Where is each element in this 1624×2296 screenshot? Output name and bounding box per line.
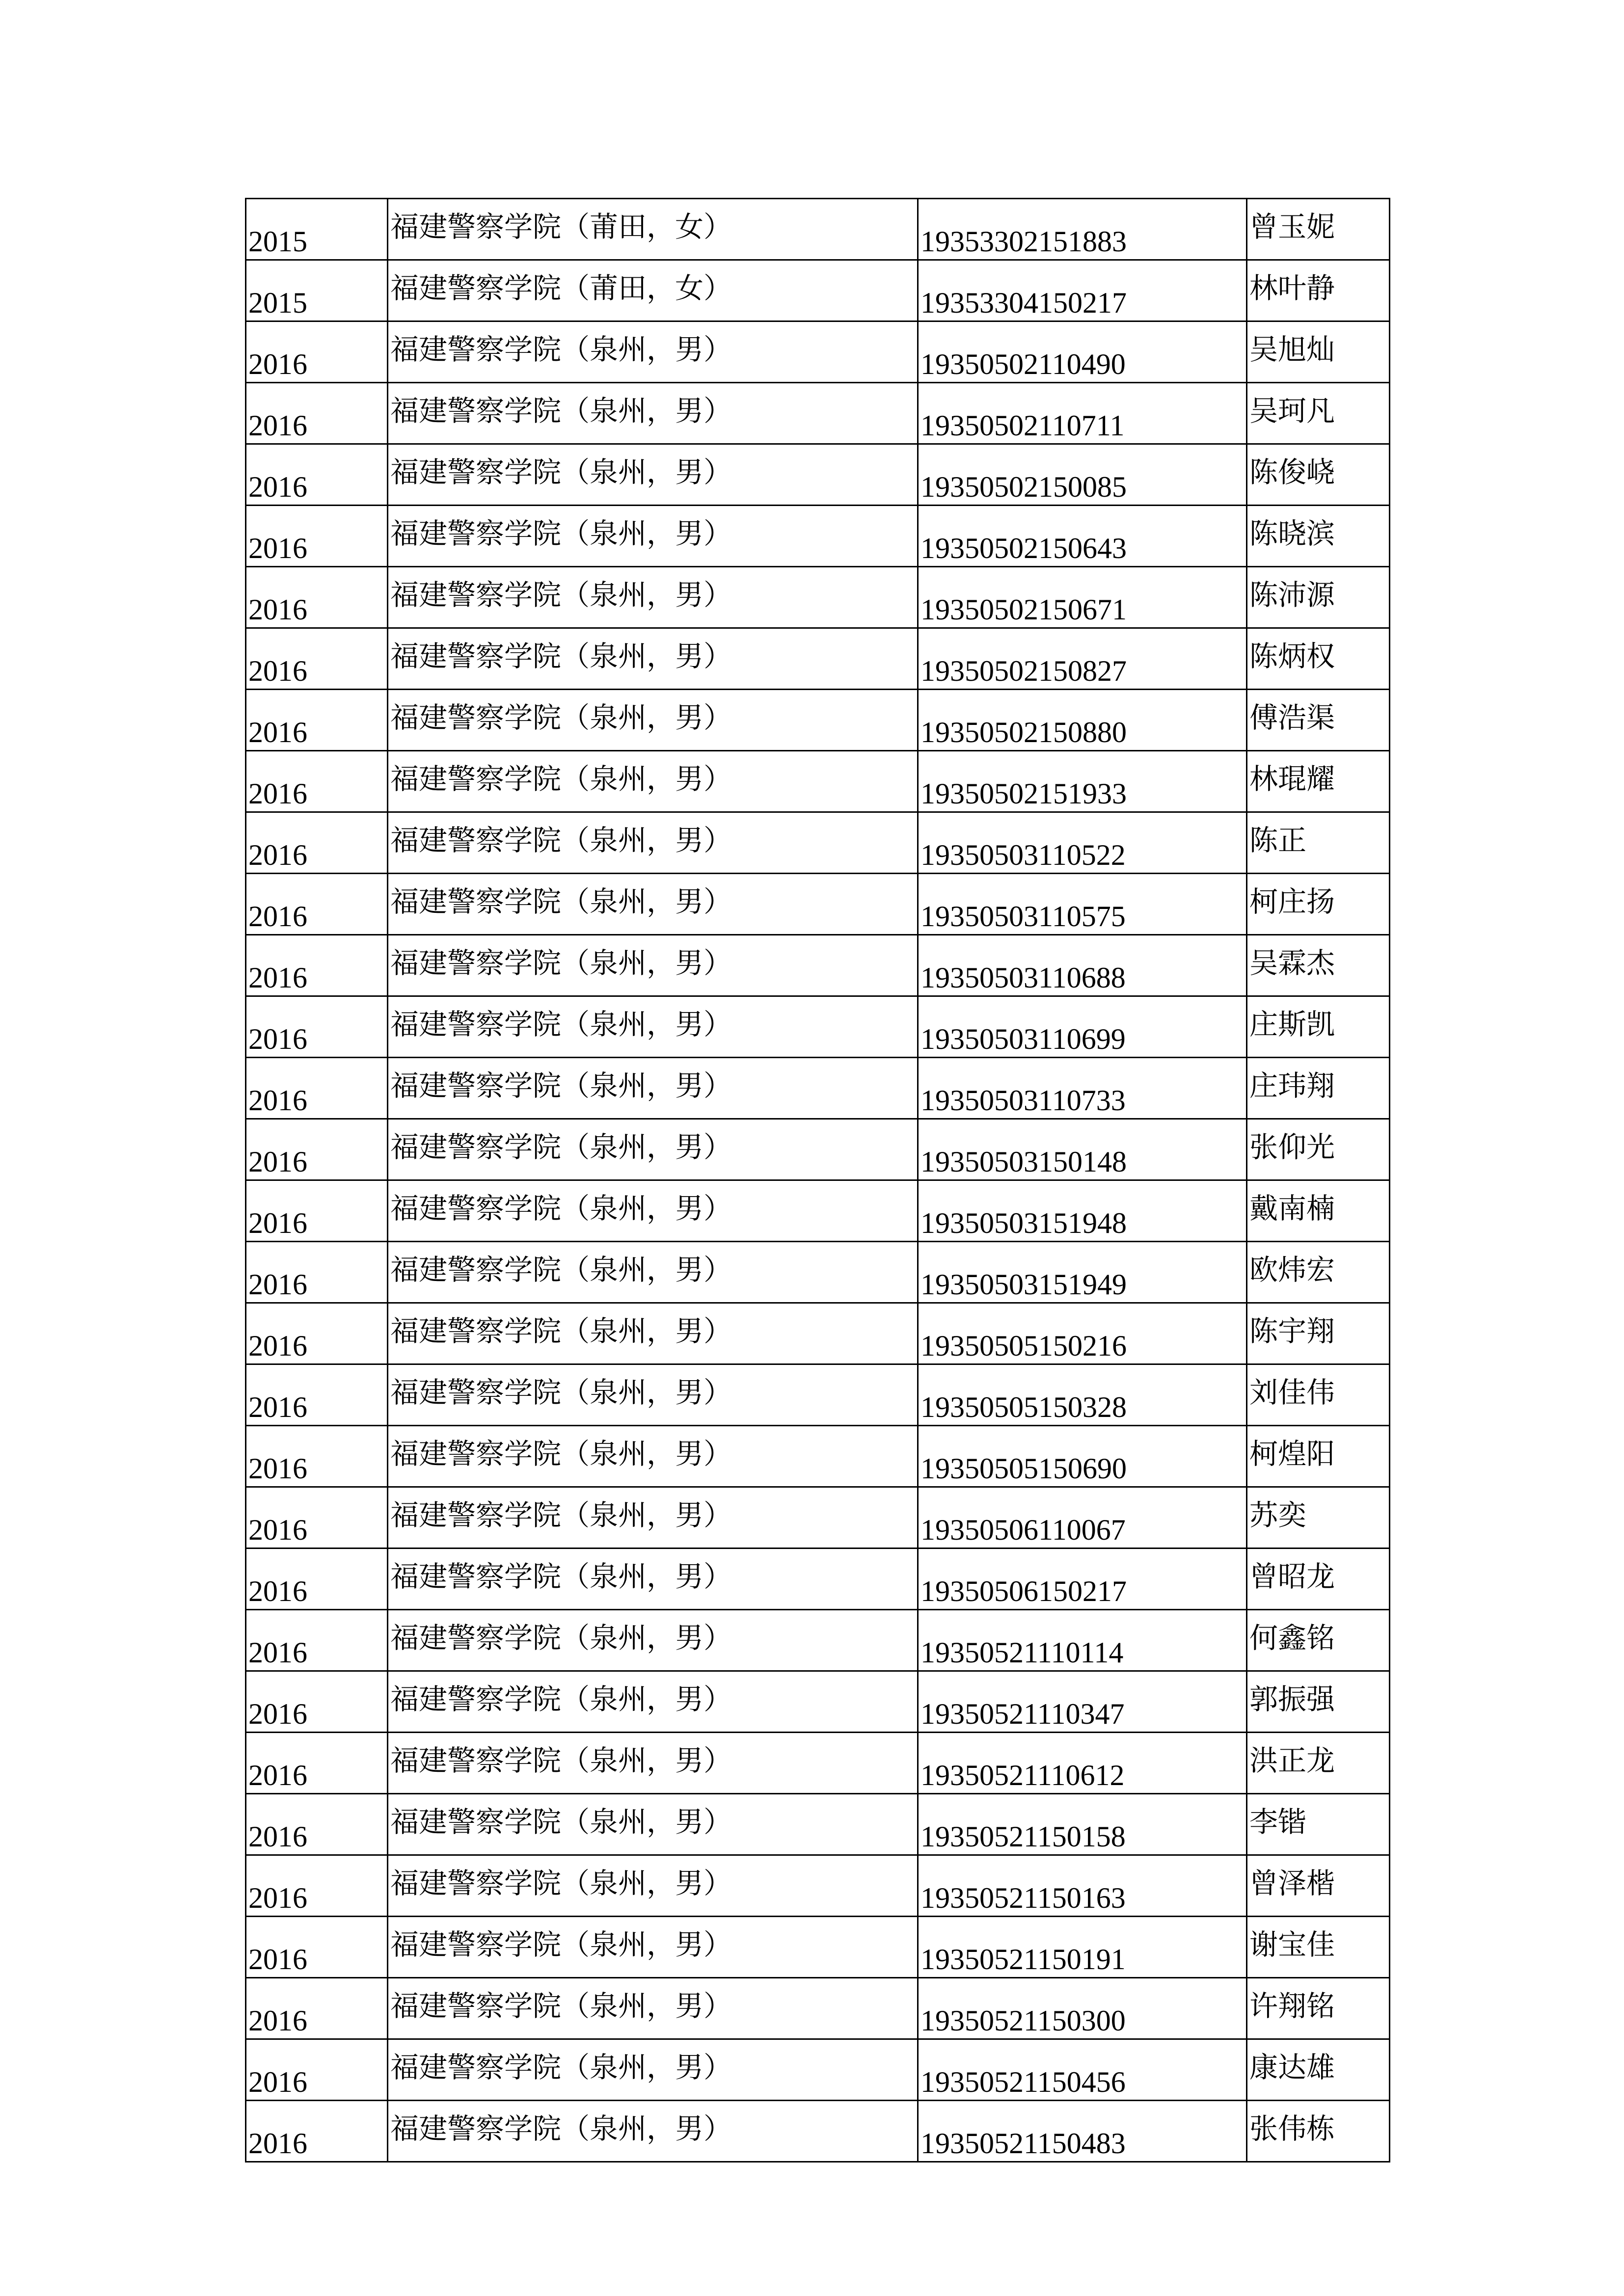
year-cell: 2016 xyxy=(246,444,388,506)
candidate-number-cell: 19353304150217 xyxy=(918,260,1247,321)
name-cell: 陈俊峣 xyxy=(1247,444,1390,506)
candidate-number-cell: 19350521110114 xyxy=(918,1610,1247,1671)
school-cell: 福建警察学院（泉州，男） xyxy=(388,996,918,1058)
table-row xyxy=(246,444,1390,506)
table-row xyxy=(246,1119,1390,1180)
name-cell: 刘佳伟 xyxy=(1247,1364,1390,1426)
school-cell: 福建警察学院（泉州，男） xyxy=(388,1671,918,1733)
candidate-number-cell: 19353302151883 xyxy=(918,199,1247,260)
school-cell: 福建警察学院（泉州，男） xyxy=(388,321,918,383)
year-cell: 2016 xyxy=(246,935,388,996)
school-cell: 福建警察学院（泉州，男） xyxy=(388,383,918,444)
school-cell: 福建警察学院（泉州，男） xyxy=(388,1855,918,1917)
candidate-number-cell: 19350521150163 xyxy=(918,1855,1247,1917)
school-cell: 福建警察学院（莆田，女） xyxy=(388,199,918,260)
table-row xyxy=(246,1487,1390,1548)
school-cell: 福建警察学院（泉州，男） xyxy=(388,690,918,751)
table-row xyxy=(246,1180,1390,1242)
name-cell: 柯煌阳 xyxy=(1247,1426,1390,1487)
candidate-number-cell: 19350506110067 xyxy=(918,1487,1247,1548)
year-cell: 2015 xyxy=(246,260,388,321)
candidate-number-cell: 19350503151949 xyxy=(918,1242,1247,1303)
name-cell: 康达雄 xyxy=(1247,2039,1390,2101)
table-row xyxy=(246,321,1390,383)
year-cell: 2016 xyxy=(246,1671,388,1733)
candidate-number-cell: 19350502150643 xyxy=(918,506,1247,567)
school-cell: 福建警察学院（泉州，男） xyxy=(388,2039,918,2101)
name-cell: 傅浩渠 xyxy=(1247,690,1390,751)
name-cell: 曾昭龙 xyxy=(1247,1548,1390,1610)
table-row xyxy=(246,1303,1390,1364)
school-cell: 福建警察学院（泉州，男） xyxy=(388,1917,918,1978)
name-cell: 柯庄扬 xyxy=(1247,874,1390,935)
candidate-number-cell: 19350503110733 xyxy=(918,1058,1247,1119)
year-cell: 2016 xyxy=(246,1180,388,1242)
name-cell: 何鑫铭 xyxy=(1247,1610,1390,1671)
candidate-number-cell: 19350502151933 xyxy=(918,751,1247,812)
table-row xyxy=(246,1426,1390,1487)
candidate-number-cell: 19350503151948 xyxy=(918,1180,1247,1242)
candidate-number-cell: 19350503110699 xyxy=(918,996,1247,1058)
table-row xyxy=(246,812,1390,874)
year-cell: 2016 xyxy=(246,1426,388,1487)
candidate-number-cell: 19350506150217 xyxy=(918,1548,1247,1610)
school-cell: 福建警察学院（泉州，男） xyxy=(388,1610,918,1671)
school-cell: 福建警察学院（泉州，男） xyxy=(388,812,918,874)
candidate-number-cell: 19350502110490 xyxy=(918,321,1247,383)
candidate-number-cell: 19350502150880 xyxy=(918,690,1247,751)
table-row xyxy=(246,260,1390,321)
name-cell: 吴旭灿 xyxy=(1247,321,1390,383)
name-cell: 陈晓滨 xyxy=(1247,506,1390,567)
name-cell: 谢宝佳 xyxy=(1247,1917,1390,1978)
table-row xyxy=(246,935,1390,996)
year-cell: 2016 xyxy=(246,1917,388,1978)
candidate-number-cell: 19350502150671 xyxy=(918,567,1247,628)
year-cell: 2016 xyxy=(246,751,388,812)
year-cell: 2016 xyxy=(246,690,388,751)
school-cell: 福建警察学院（泉州，男） xyxy=(388,506,918,567)
candidate-number-cell: 19350503110575 xyxy=(918,874,1247,935)
table-row xyxy=(246,996,1390,1058)
year-cell: 2016 xyxy=(246,874,388,935)
candidate-number-cell: 19350521110612 xyxy=(918,1733,1247,1794)
year-cell: 2016 xyxy=(246,506,388,567)
school-cell: 福建警察学院（泉州，男） xyxy=(388,1733,918,1794)
year-cell: 2016 xyxy=(246,1364,388,1426)
candidate-number-cell: 19350502150827 xyxy=(918,628,1247,690)
name-cell: 陈宇翔 xyxy=(1247,1303,1390,1364)
table-row xyxy=(246,506,1390,567)
candidate-number-cell: 19350503110522 xyxy=(918,812,1247,874)
table-row xyxy=(246,1733,1390,1794)
candidate-number-cell: 19350502150085 xyxy=(918,444,1247,506)
year-cell: 2016 xyxy=(246,1733,388,1794)
year-cell: 2016 xyxy=(246,2039,388,2101)
year-cell: 2016 xyxy=(246,383,388,444)
candidate-number-cell: 19350505150216 xyxy=(918,1303,1247,1364)
year-cell: 2016 xyxy=(246,1119,388,1180)
year-cell: 2015 xyxy=(246,199,388,260)
table-row xyxy=(246,567,1390,628)
year-cell: 2016 xyxy=(246,1855,388,1917)
school-cell: 福建警察学院（泉州，男） xyxy=(388,935,918,996)
year-cell: 2016 xyxy=(246,1058,388,1119)
school-cell: 福建警察学院（莆田，女） xyxy=(388,260,918,321)
table-row xyxy=(246,1978,1390,2039)
candidate-number-cell: 19350521150300 xyxy=(918,1978,1247,2039)
year-cell: 2016 xyxy=(246,2101,388,2162)
school-cell: 福建警察学院（泉州，男） xyxy=(388,1364,918,1426)
admission-table xyxy=(245,198,1390,2163)
table-row xyxy=(246,383,1390,444)
school-cell: 福建警察学院（泉州，男） xyxy=(388,628,918,690)
name-cell: 郭振强 xyxy=(1247,1671,1390,1733)
table-row xyxy=(246,1794,1390,1855)
name-cell: 陈炳权 xyxy=(1247,628,1390,690)
candidate-number-cell: 19350505150690 xyxy=(918,1426,1247,1487)
candidate-number-cell: 19350503150148 xyxy=(918,1119,1247,1180)
table-row xyxy=(246,751,1390,812)
year-cell: 2016 xyxy=(246,567,388,628)
table-row xyxy=(246,1364,1390,1426)
table-row xyxy=(246,1548,1390,1610)
name-cell: 庄斯凯 xyxy=(1247,996,1390,1058)
table-row xyxy=(246,1058,1390,1119)
year-cell: 2016 xyxy=(246,812,388,874)
candidate-number-cell: 19350505150328 xyxy=(918,1364,1247,1426)
name-cell: 曾泽楷 xyxy=(1247,1855,1390,1917)
school-cell: 福建警察学院（泉州，男） xyxy=(388,1119,918,1180)
year-cell: 2016 xyxy=(246,1487,388,1548)
school-cell: 福建警察学院（泉州，男） xyxy=(388,567,918,628)
school-cell: 福建警察学院（泉州，男） xyxy=(388,444,918,506)
table-row xyxy=(246,1242,1390,1303)
name-cell: 庄玮翔 xyxy=(1247,1058,1390,1119)
year-cell: 2016 xyxy=(246,996,388,1058)
school-cell: 福建警察学院（泉州，男） xyxy=(388,1978,918,2039)
candidate-number-cell: 19350521150483 xyxy=(918,2101,1247,2162)
year-cell: 2016 xyxy=(246,321,388,383)
year-cell: 2016 xyxy=(246,628,388,690)
year-cell: 2016 xyxy=(246,1794,388,1855)
table-row xyxy=(246,1671,1390,1733)
name-cell: 洪正龙 xyxy=(1247,1733,1390,1794)
name-cell: 林叶静 xyxy=(1247,260,1390,321)
table-row xyxy=(246,199,1390,260)
school-cell: 福建警察学院（泉州，男） xyxy=(388,1303,918,1364)
name-cell: 欧炜宏 xyxy=(1247,1242,1390,1303)
candidate-number-cell: 19350521110347 xyxy=(918,1671,1247,1733)
year-cell: 2016 xyxy=(246,1610,388,1671)
name-cell: 张仰光 xyxy=(1247,1119,1390,1180)
candidate-number-cell: 19350521150191 xyxy=(918,1917,1247,1978)
table-row xyxy=(246,1917,1390,1978)
school-cell: 福建警察学院（泉州，男） xyxy=(388,1180,918,1242)
admission-table-body xyxy=(246,199,1390,2162)
table-row xyxy=(246,2101,1390,2162)
candidate-number-cell: 19350521150456 xyxy=(918,2039,1247,2101)
name-cell: 曾玉妮 xyxy=(1247,199,1390,260)
school-cell: 福建警察学院（泉州，男） xyxy=(388,2101,918,2162)
name-cell: 张伟栋 xyxy=(1247,2101,1390,2162)
table-row xyxy=(246,874,1390,935)
year-cell: 2016 xyxy=(246,1242,388,1303)
name-cell: 陈正 xyxy=(1247,812,1390,874)
name-cell: 吴珂凡 xyxy=(1247,383,1390,444)
school-cell: 福建警察学院（泉州，男） xyxy=(388,1548,918,1610)
candidate-number-cell: 19350502110711 xyxy=(918,383,1247,444)
school-cell: 福建警察学院（泉州，男） xyxy=(388,1487,918,1548)
year-cell: 2016 xyxy=(246,1548,388,1610)
table-row xyxy=(246,2039,1390,2101)
candidate-number-cell: 19350503110688 xyxy=(918,935,1247,996)
school-cell: 福建警察学院（泉州，男） xyxy=(388,1794,918,1855)
name-cell: 林琨耀 xyxy=(1247,751,1390,812)
year-cell: 2016 xyxy=(246,1978,388,2039)
school-cell: 福建警察学院（泉州，男） xyxy=(388,874,918,935)
name-cell: 吴霖杰 xyxy=(1247,935,1390,996)
name-cell: 许翔铭 xyxy=(1247,1978,1390,2039)
school-cell: 福建警察学院（泉州，男） xyxy=(388,1058,918,1119)
name-cell: 陈沛源 xyxy=(1247,567,1390,628)
name-cell: 苏奕 xyxy=(1247,1487,1390,1548)
table-row xyxy=(246,628,1390,690)
name-cell: 戴南楠 xyxy=(1247,1180,1390,1242)
school-cell: 福建警察学院（泉州，男） xyxy=(388,1426,918,1487)
candidate-number-cell: 19350521150158 xyxy=(918,1794,1247,1855)
table-row xyxy=(246,690,1390,751)
table-row xyxy=(246,1855,1390,1917)
name-cell: 李锴 xyxy=(1247,1794,1390,1855)
year-cell: 2016 xyxy=(246,1303,388,1364)
table-row xyxy=(246,1610,1390,1671)
school-cell: 福建警察学院（泉州，男） xyxy=(388,1242,918,1303)
school-cell: 福建警察学院（泉州，男） xyxy=(388,751,918,812)
